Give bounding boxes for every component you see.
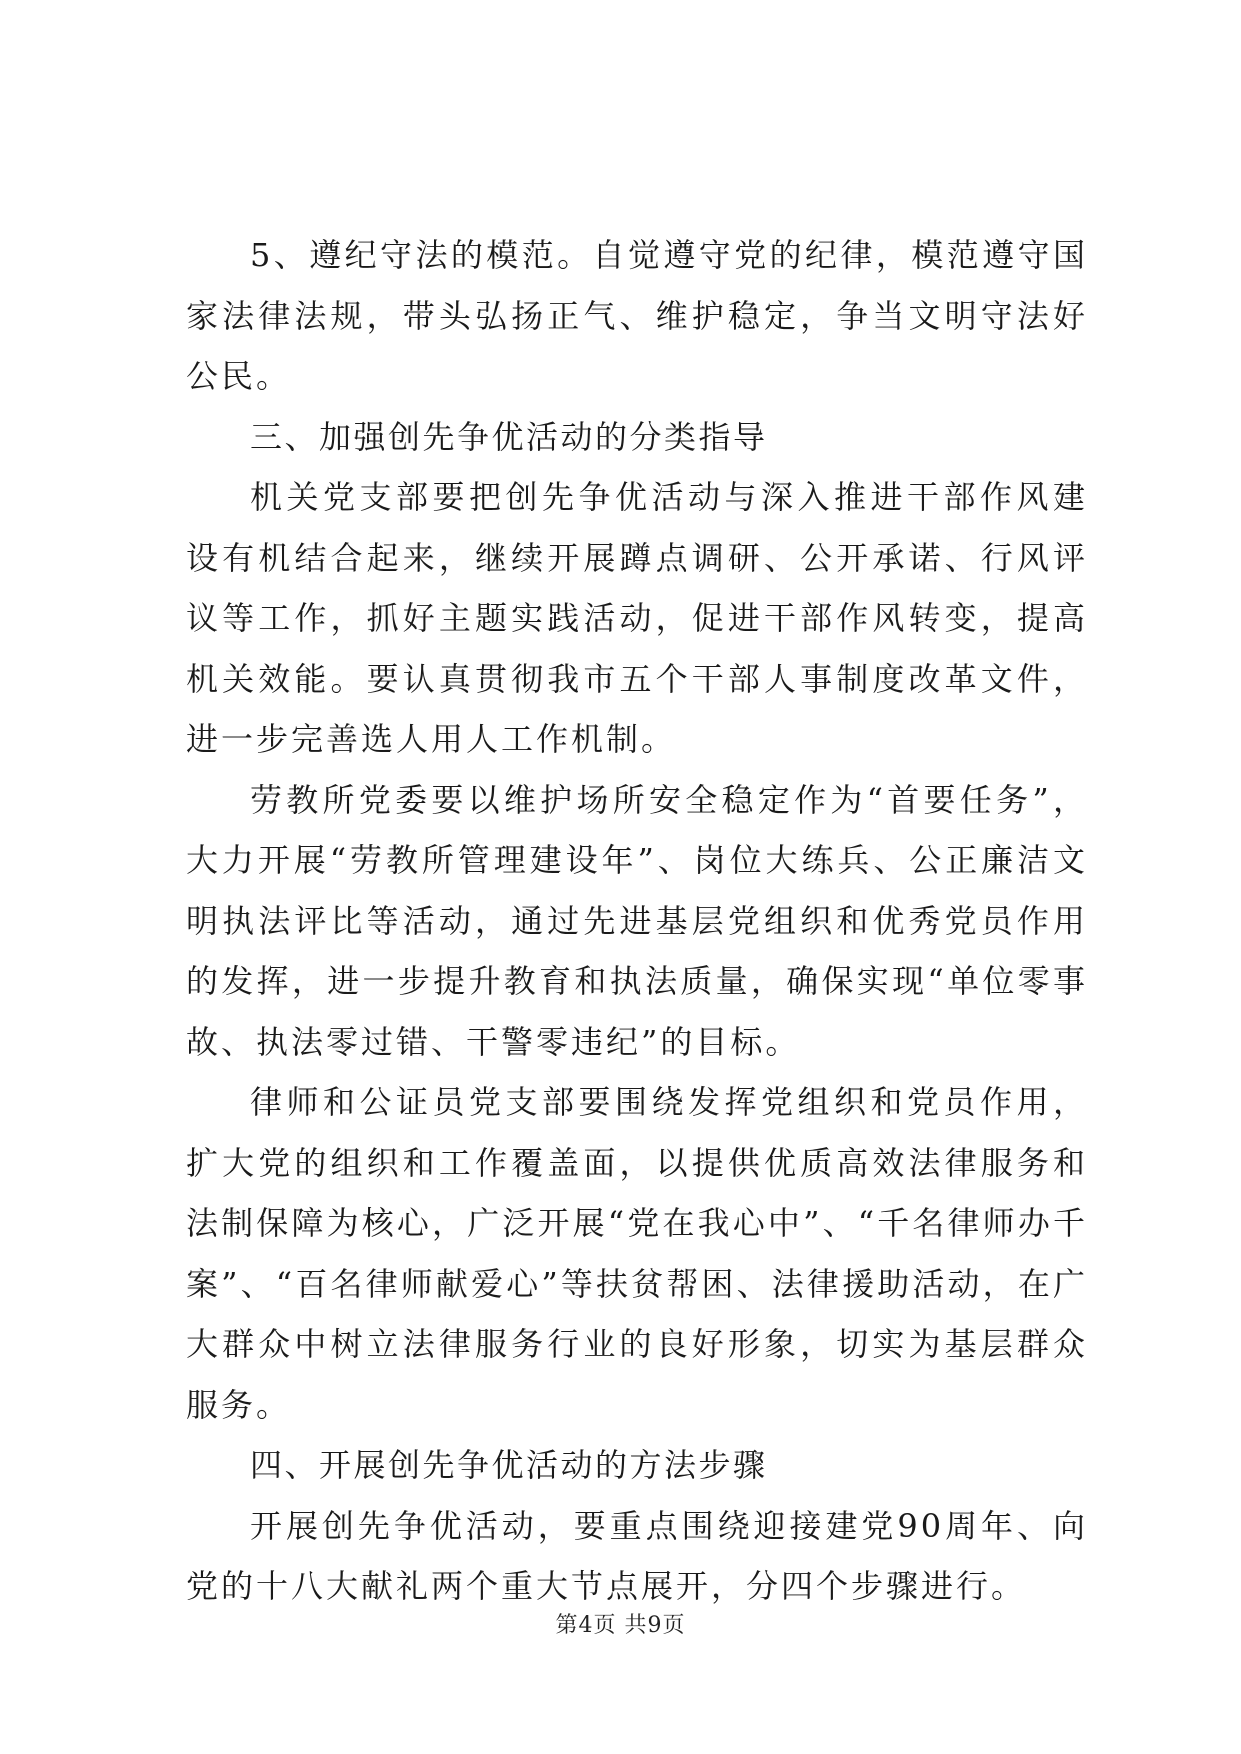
paragraph-steps-intro: 开展创先争优活动，要重点围绕迎接建党90周年、向党的十八大献礼两个重大节点展开，分四个步骤进行。: [186, 1506, 1088, 1605]
paragraph-law-abiding-model: 5、遵纪守法的模范。自觉遵守党的纪律，模范遵守国家法律法规，带头弘扬正气、维护稳定，争当文明守法好公民。: [186, 236, 1088, 395]
section-heading-3: 三、加强创先争优活动的分类指导: [250, 417, 768, 456]
section-heading-4: 四、开展创先争优活动的方法步骤: [250, 1446, 768, 1484]
paragraph-lawyers-notaries: 律师和公证员党支部要围绕发挥党组织和党员作用，扩大党的组织和工作覆盖面，以提供优质高效法律服务和法制保障为核心，广泛开展“党在我心中”、“千名律师办千案”、“百名律师献爱心”等扶贫帮困、法律援助活动，在广大群众中树立法律服务行业的良好形象，切实为基层群众服务。: [186, 1083, 1088, 1424]
page-footer: 第4页 共9页: [555, 1613, 686, 1638]
paragraph-agency-branch: 机关党支部要把创先争优活动与深入推进干部作风建设有机结合起来，继续开展蹲点调研、公开承诺、行风评议等工作，抓好主题实践活动，促进干部作风转变，提高机关效能。要认真贯彻我市五个干部人事制度改革文件，进一步完善选人用人工作机制。: [186, 478, 1088, 758]
paragraph-labor-education: 劳教所党委要以维护场所安全稳定作为“首要任务”，大力开展“劳教所管理建设年”、岗位大练兵、公正廉洁文明执法评比等活动，通过先进基层党组织和优秀党员作用的发挥，进一步提升教育和执法质量，确保实现“单位零事故、执法零过错、干警零违纪”的目标。: [186, 780, 1088, 1061]
document-body: [186, 225, 1088, 1617]
